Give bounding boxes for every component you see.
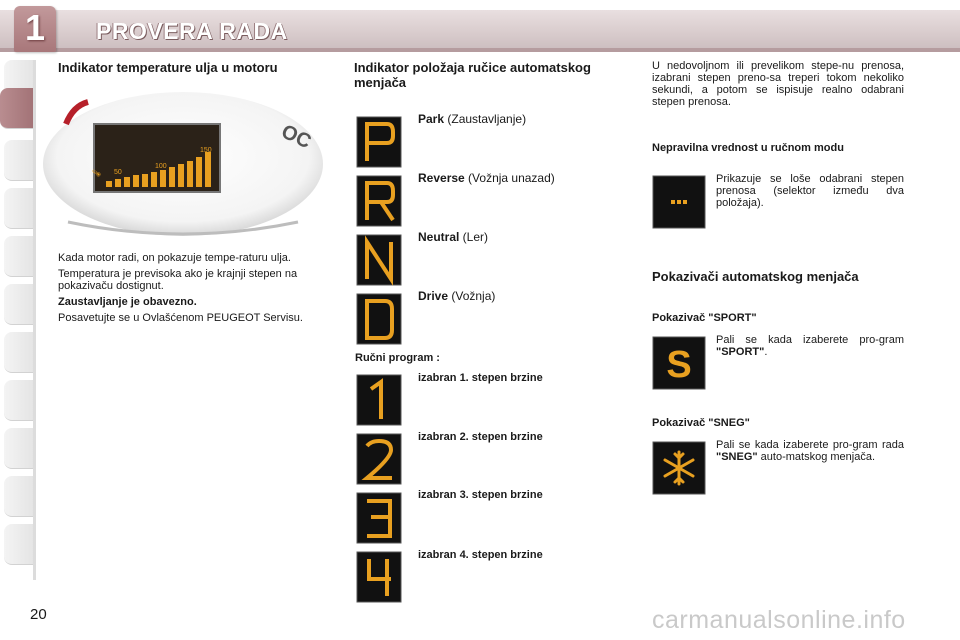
chapter-tab-10[interactable] — [4, 524, 34, 565]
invalid-value-heading: Nepravilna vrednost u ručnom modu — [652, 142, 844, 154]
gear-n-label: Neutral (Ler) — [418, 230, 489, 244]
sport-icon — [653, 337, 705, 389]
svg-text:OC: OC — [277, 120, 315, 154]
chapter-tab-9[interactable] — [4, 476, 34, 517]
gear-indicator-column — [354, 60, 604, 90]
gear-d-label: Drive (Vožnja) — [418, 289, 496, 303]
oil-temp-heading: Indikator temperature ulja u motoru — [58, 60, 278, 75]
gear-indicator-heading: Indikator položaja ručice automatskog menjača — [354, 60, 591, 90]
gear-4-icon — [357, 552, 401, 602]
gear-4-label: izabran 4. stepen brzine — [418, 549, 543, 561]
oil-temp-text — [58, 252, 310, 324]
flashing-gear-text: U nedovoljnom ili prevelikom stepe-nu prenosa, izabrani stepen preno-sa treperi tokom nekoliko sekundi, a potom se ispisuje realno odabrani stepen prenosa. — [652, 60, 904, 108]
gear-3-label: izabran 3. stepen brzine — [418, 489, 543, 501]
gear-1-label: izabran 1. stepen brzine — [418, 372, 543, 384]
gear-d-icon — [357, 294, 401, 344]
invalid-value-text: Prikazuje se loše odabrani stepen prenosa (selektor između dva položaja). — [716, 173, 904, 209]
gear-1-icon — [357, 375, 401, 425]
chapter-number: 1 — [24, 7, 46, 48]
snow-indicator-heading: Pokazivač "SNEG" — [652, 417, 750, 429]
chapter-tab-5[interactable] — [4, 284, 34, 325]
chapter-tab-3[interactable] — [4, 188, 34, 229]
oil-temp-warning: Zaustavljanje je obavezno. — [58, 296, 197, 308]
svg-text:S: S — [666, 344, 692, 386]
oil-temp-p2: Temperatura je previsoka ako je krajnji stepen na pokazivaču dostignut. — [58, 268, 298, 292]
page-title: PROVERA RADA — [96, 18, 288, 44]
oil-temp-column — [58, 60, 310, 75]
oil-temp-gauge-image — [58, 94, 315, 240]
gear-p-icon — [357, 117, 401, 167]
oil-temp-p1: Kada motor radi, on pokazuje tempe-raturu ulja. — [58, 252, 291, 264]
svg-text:🌡: 🌡 — [89, 165, 104, 181]
sport-indicator-heading: Pokazivač "SPORT" — [652, 312, 757, 324]
gear-p-label: Park (Zaustavljanje) — [418, 112, 527, 126]
gauge-tick-150: 150 — [200, 147, 212, 154]
page-header — [0, 0, 960, 58]
page-number: 20 — [30, 606, 47, 623]
snow-indicator-text: Pali se kada izaberete pro-gram rada "SNEG" auto-matskog menjača. — [716, 439, 904, 463]
manual-program-title: Ručni program : — [355, 352, 440, 364]
chapter-tab-8[interactable] — [4, 428, 34, 469]
gear-r-label: Reverse (Vožnja unazad) — [418, 171, 555, 185]
header-band-line — [0, 48, 960, 52]
notes-column — [652, 60, 904, 108]
gear-r-icon — [357, 176, 401, 226]
tab-edge — [33, 60, 36, 580]
chapter-tab-1-active[interactable] — [0, 88, 34, 129]
chapter-tab-6[interactable] — [4, 332, 34, 373]
invalid-gear-icon — [653, 176, 705, 228]
gear-n-icon — [357, 235, 401, 285]
chapter-tab-7[interactable] — [4, 380, 34, 421]
chapter-tab-4[interactable] — [4, 236, 34, 277]
indicators-heading: Pokazivači automatskog menjača — [652, 269, 859, 284]
gear-2-label: izabran 2. stepen brzine — [418, 431, 543, 443]
chapter-tab-2[interactable] — [4, 140, 34, 181]
sport-indicator-text: Pali se kada izaberete pro-gram "SPORT". — [716, 334, 904, 358]
chapter-tabs — [0, 60, 36, 580]
snowflake-icon — [653, 442, 705, 494]
gauge-tick-100: 100 — [155, 163, 167, 170]
watermark: carmanualsonline.info — [652, 606, 906, 634]
gauge-tick-50: 50 — [114, 169, 122, 176]
gear-2-icon — [357, 434, 401, 484]
gear-3-icon — [357, 493, 401, 543]
oil-temp-p3: Posavetujte se u Ovlašćenom PEUGEOT Servisu. — [58, 312, 303, 324]
